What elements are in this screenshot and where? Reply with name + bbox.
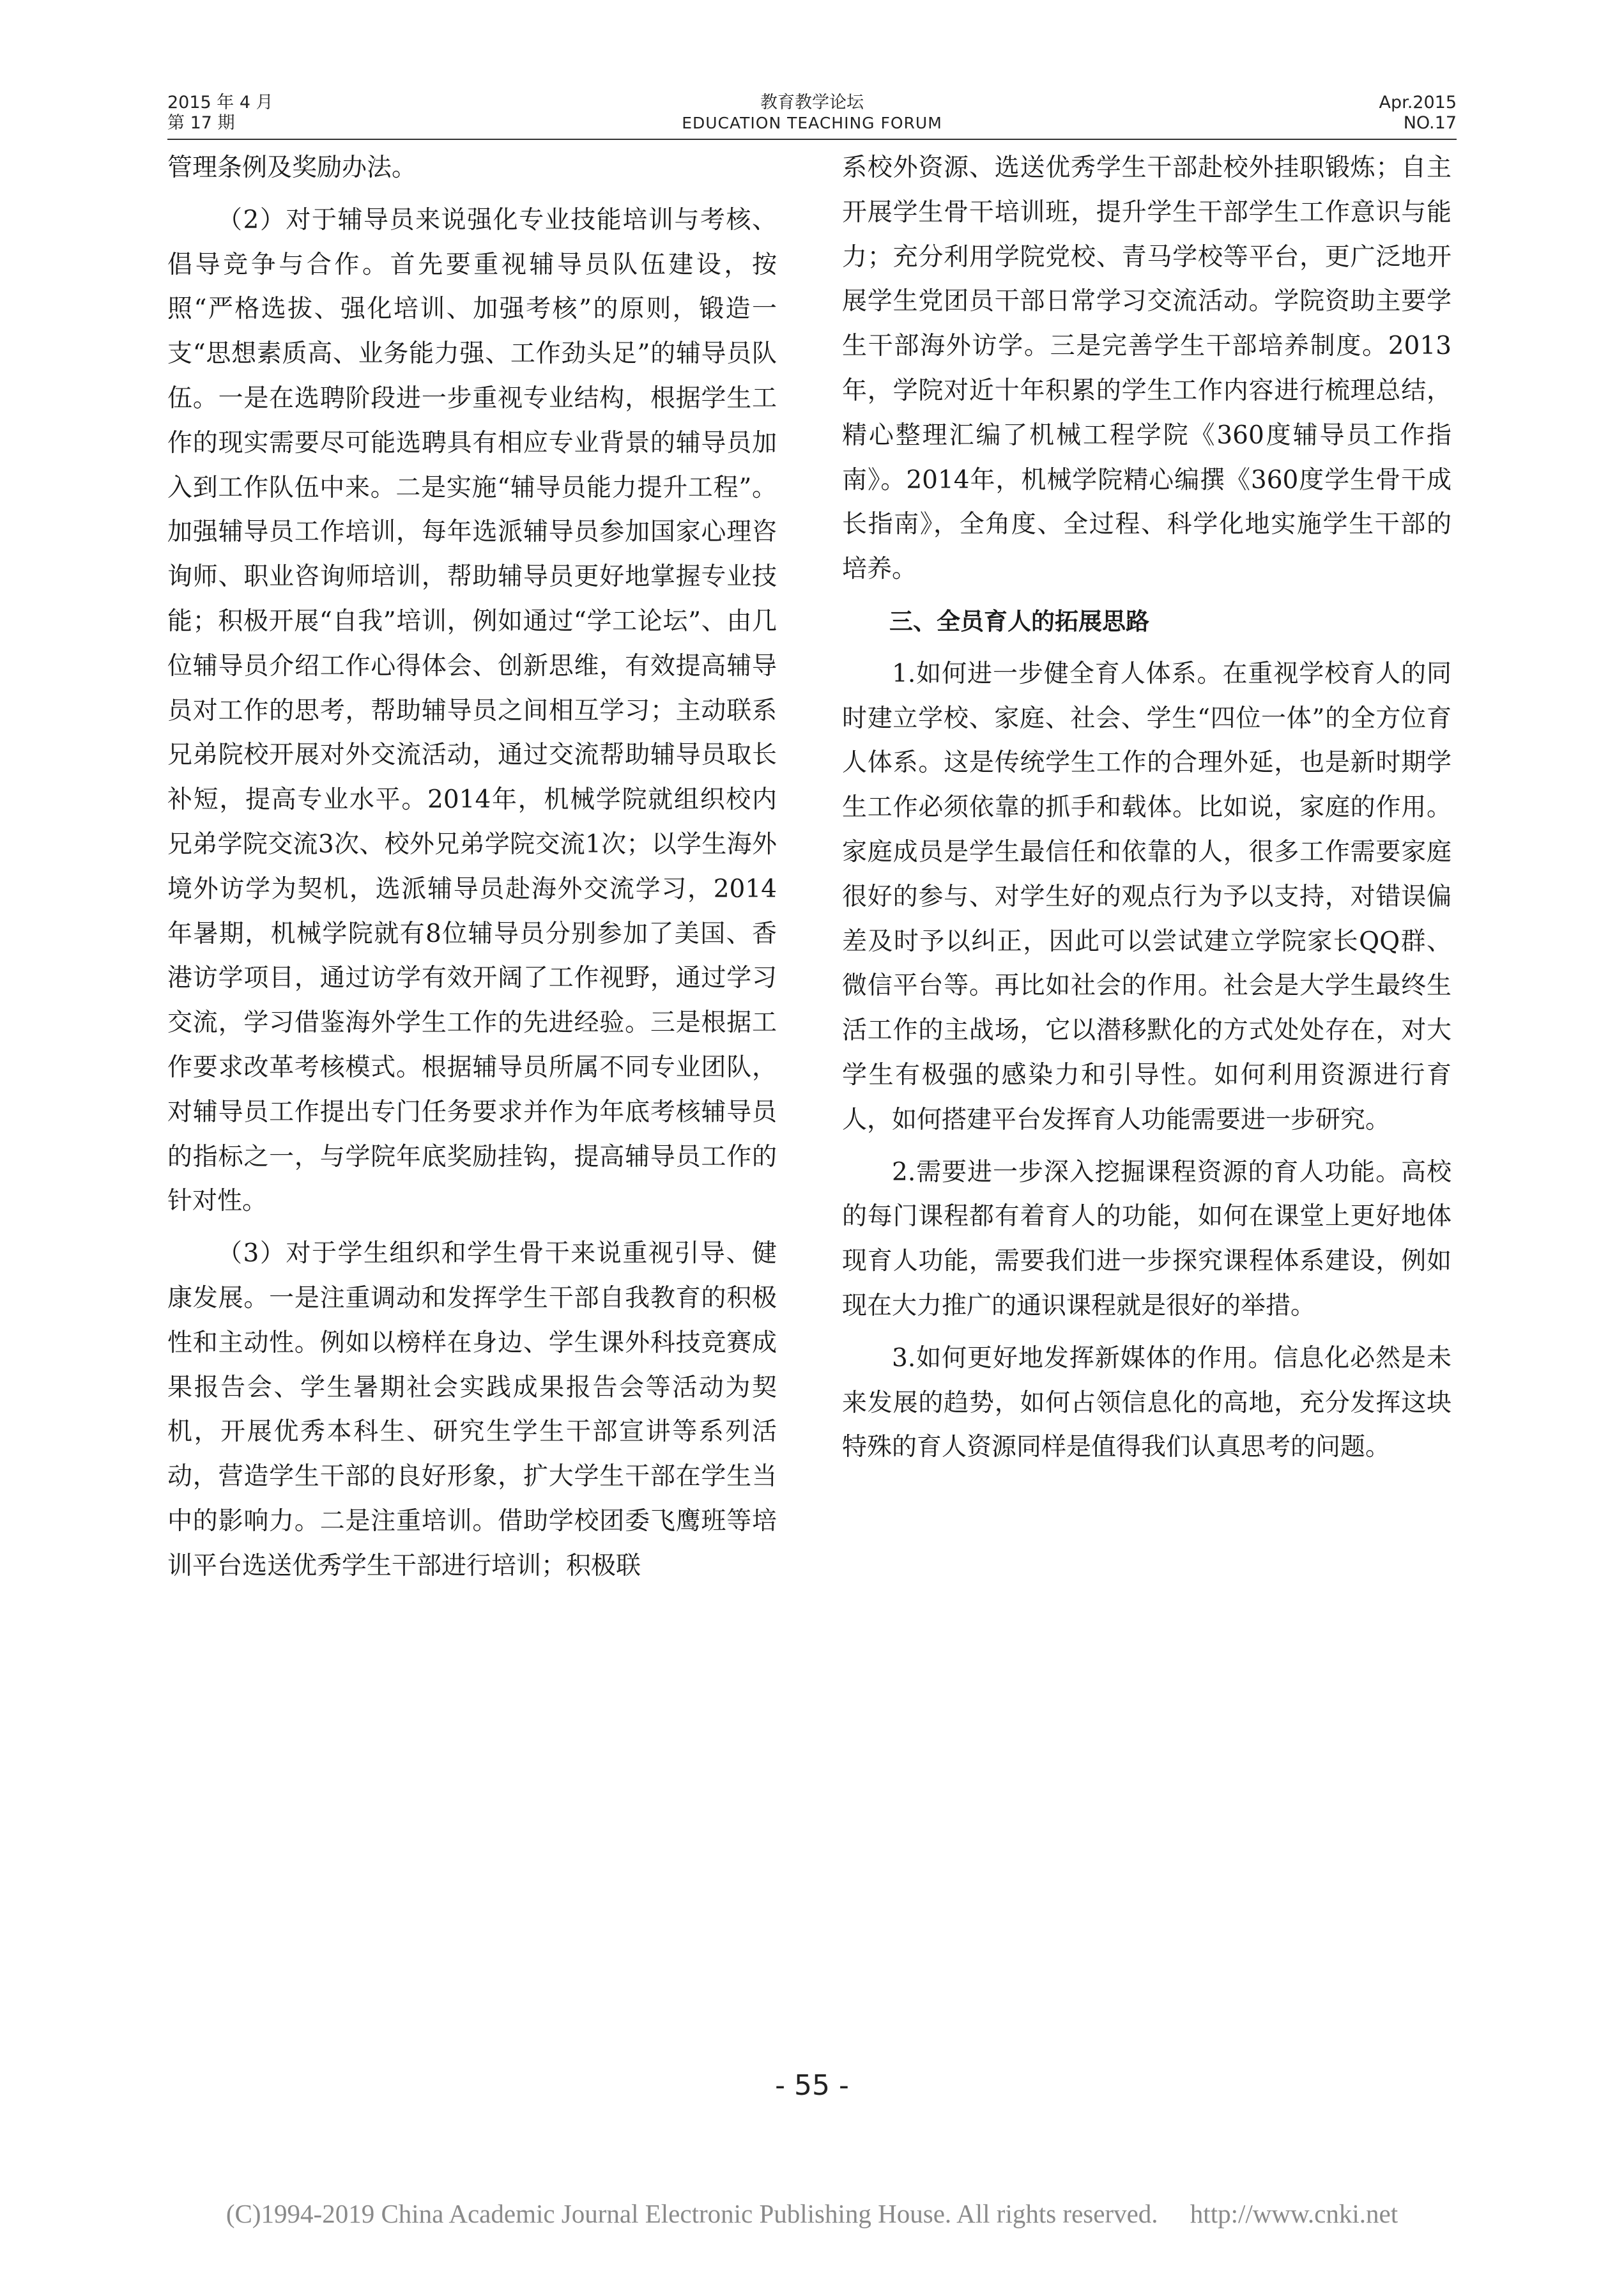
header-date: 2015 年 4 月 xyxy=(167,93,273,112)
header-rule xyxy=(167,139,1457,140)
header-issue: 第 17 期 xyxy=(167,113,235,133)
paragraph: （3）对于学生组织和学生骨干来说重视引导、健康发展。一是注重调动和发挥学生干部自我教育的积极性和主动性。例如以榜样在身边、学生课外科技竞赛成果报告会、学生暑期社会实践成果报告会等活动为契机，开展优秀本科生、研究生学生干部宣讲等系列活动，营造学生干部的良好形象，扩大学生干部在学生当中的影响力。二是注重培训。借助学校团委飞鹰班等培训平台选送优秀学生干部进行培训；积极联 xyxy=(167,1239,777,1580)
running-header xyxy=(167,93,1457,141)
cnki-link[interactable]: http://www.cnki.net xyxy=(1190,2199,1398,2228)
paragraph: 2.需要进一步深入挖掘课程资源的育人功能。高校的每门课程都有着育人的功能，如何在课堂上更好地体现育人功能，需要我们进一步探究课程体系建设，例如现在大力推广的通识课程就是很好的举措。 xyxy=(842,1157,1452,1320)
journal-title-cn: 教育教学论坛 xyxy=(760,93,864,112)
paragraph: 3.如何更好地发挥新媒体的作用。信息化必然是未来发展的趋势，如何占领信息化的高地，充分发挥这块特殊的育人资源同样是值得我们认真思考的问题。 xyxy=(842,1343,1452,1462)
paragraph: 系校外资源、选送优秀学生干部赴校外挂职锻炼；自主开展学生骨干培训班，提升学生干部学生工作意识与能力；充分利用学院党校、青马学校等平台，更广泛地开展学生党团员干部日常学习交流活动。学院资助主要学生干部海外访学。三是完善学生干部培养制度。2013年，学院对近十年积累的学生工作内容进行梳理总结，精心整理汇编了机械工程学院《360度辅导员工作指南》。2014年，机械学院精心编撰《360度学生骨干成长指南》，全角度、全过程、科学化地实施学生干部的培养。 xyxy=(842,153,1452,584)
header-right xyxy=(1379,93,1457,134)
left-column xyxy=(167,146,777,1596)
paragraph: 1.如何进一步健全育人体系。在重视学校育人的同时建立学校、家庭、社会、学生“四位一体”的全方位育人体系。这是传统学生工作的合理外延，也是新时期学生工作必须依靠的抓手和载体。比如说，家庭的作用。家庭成员是学生最信任和依靠的人，很多工作需要家庭很好的参与、对学生好的观点行为予以支持，对错误偏差及时予以纠正，因此可以尝试建立学院家长QQ群、微信平台等。再比如社会的作用。社会是大学生最终生活工作的主战场，它以潜移默化的方式处处存在，对大学生有极强的感染力和引导性。如何利用资源进行育人，如何搭建平台发挥育人功能需要进一步研究。 xyxy=(842,659,1452,1134)
copyright-text: (C)1994-2019 China Academic Journal Electronic Publishing House. All rights reserved. xyxy=(226,2199,1158,2228)
header-date-en: Apr.2015 xyxy=(1379,93,1457,112)
page-number: - 55 - xyxy=(775,2069,849,2102)
paragraph: （2）对于辅导员来说强化专业技能培训与考核、倡导竞争与合作。首先要重视辅导员队伍建设，按照“严格选拔、强化培训、加强考核”的原则，锻造一支“思想素质高、业务能力强、工作劲头足”的辅导员队伍。一是在选聘阶段进一步重视专业结构，根据学生工作的现实需要尽可能选聘具有相应专业背景的辅导员加入到工作队伍中来。二是实施“辅导员能力提升工程”。加强辅导员工作培训，每年选派辅导员参加国家心理咨询师、职业咨询师培训，帮助辅导员更好地掌握专业技能；积极开展“自我”培训，例如通过“学工论坛”、由几位辅导员介绍工作心得体会、创新思维，有效提高辅导员对工作的思考，帮助辅导员之间相互学习；主动联系兄弟院校开展对外交流活动，通过交流帮助辅导员取长补短，提高专业水平。2014年，机械学院就组织校内兄弟学院交流3次、校外兄弟学院交流1次；以学生海外境外访学为契机，选派辅导员赴海外交流学习，2014年暑期，机械学院就有8位辅导员分别参加了美国、香港访学项目，通过访学有效开阔了工作视野，通过学习交流，学习借鉴海外学生工作的先进经验。三是根据工作要求改革考核模式。根据辅导员所属不同专业团队，对辅导员工作提出专门任务要求并作为年底考核辅导员的指标之一，与学院年底奖励挂钩，提高辅导员工作的针对性。 xyxy=(167,205,777,1216)
header-issue-en: NO.17 xyxy=(1403,113,1457,133)
header-center xyxy=(167,93,1457,134)
right-column xyxy=(842,146,1452,1477)
section-heading: 三、全员育人的拓展思路 xyxy=(889,607,1149,635)
copyright-footer xyxy=(0,2198,1624,2229)
paragraph: 管理条例及奖励办法。 xyxy=(167,153,417,182)
journal-title-en: EDUCATION TEACHING FORUM xyxy=(682,114,942,132)
